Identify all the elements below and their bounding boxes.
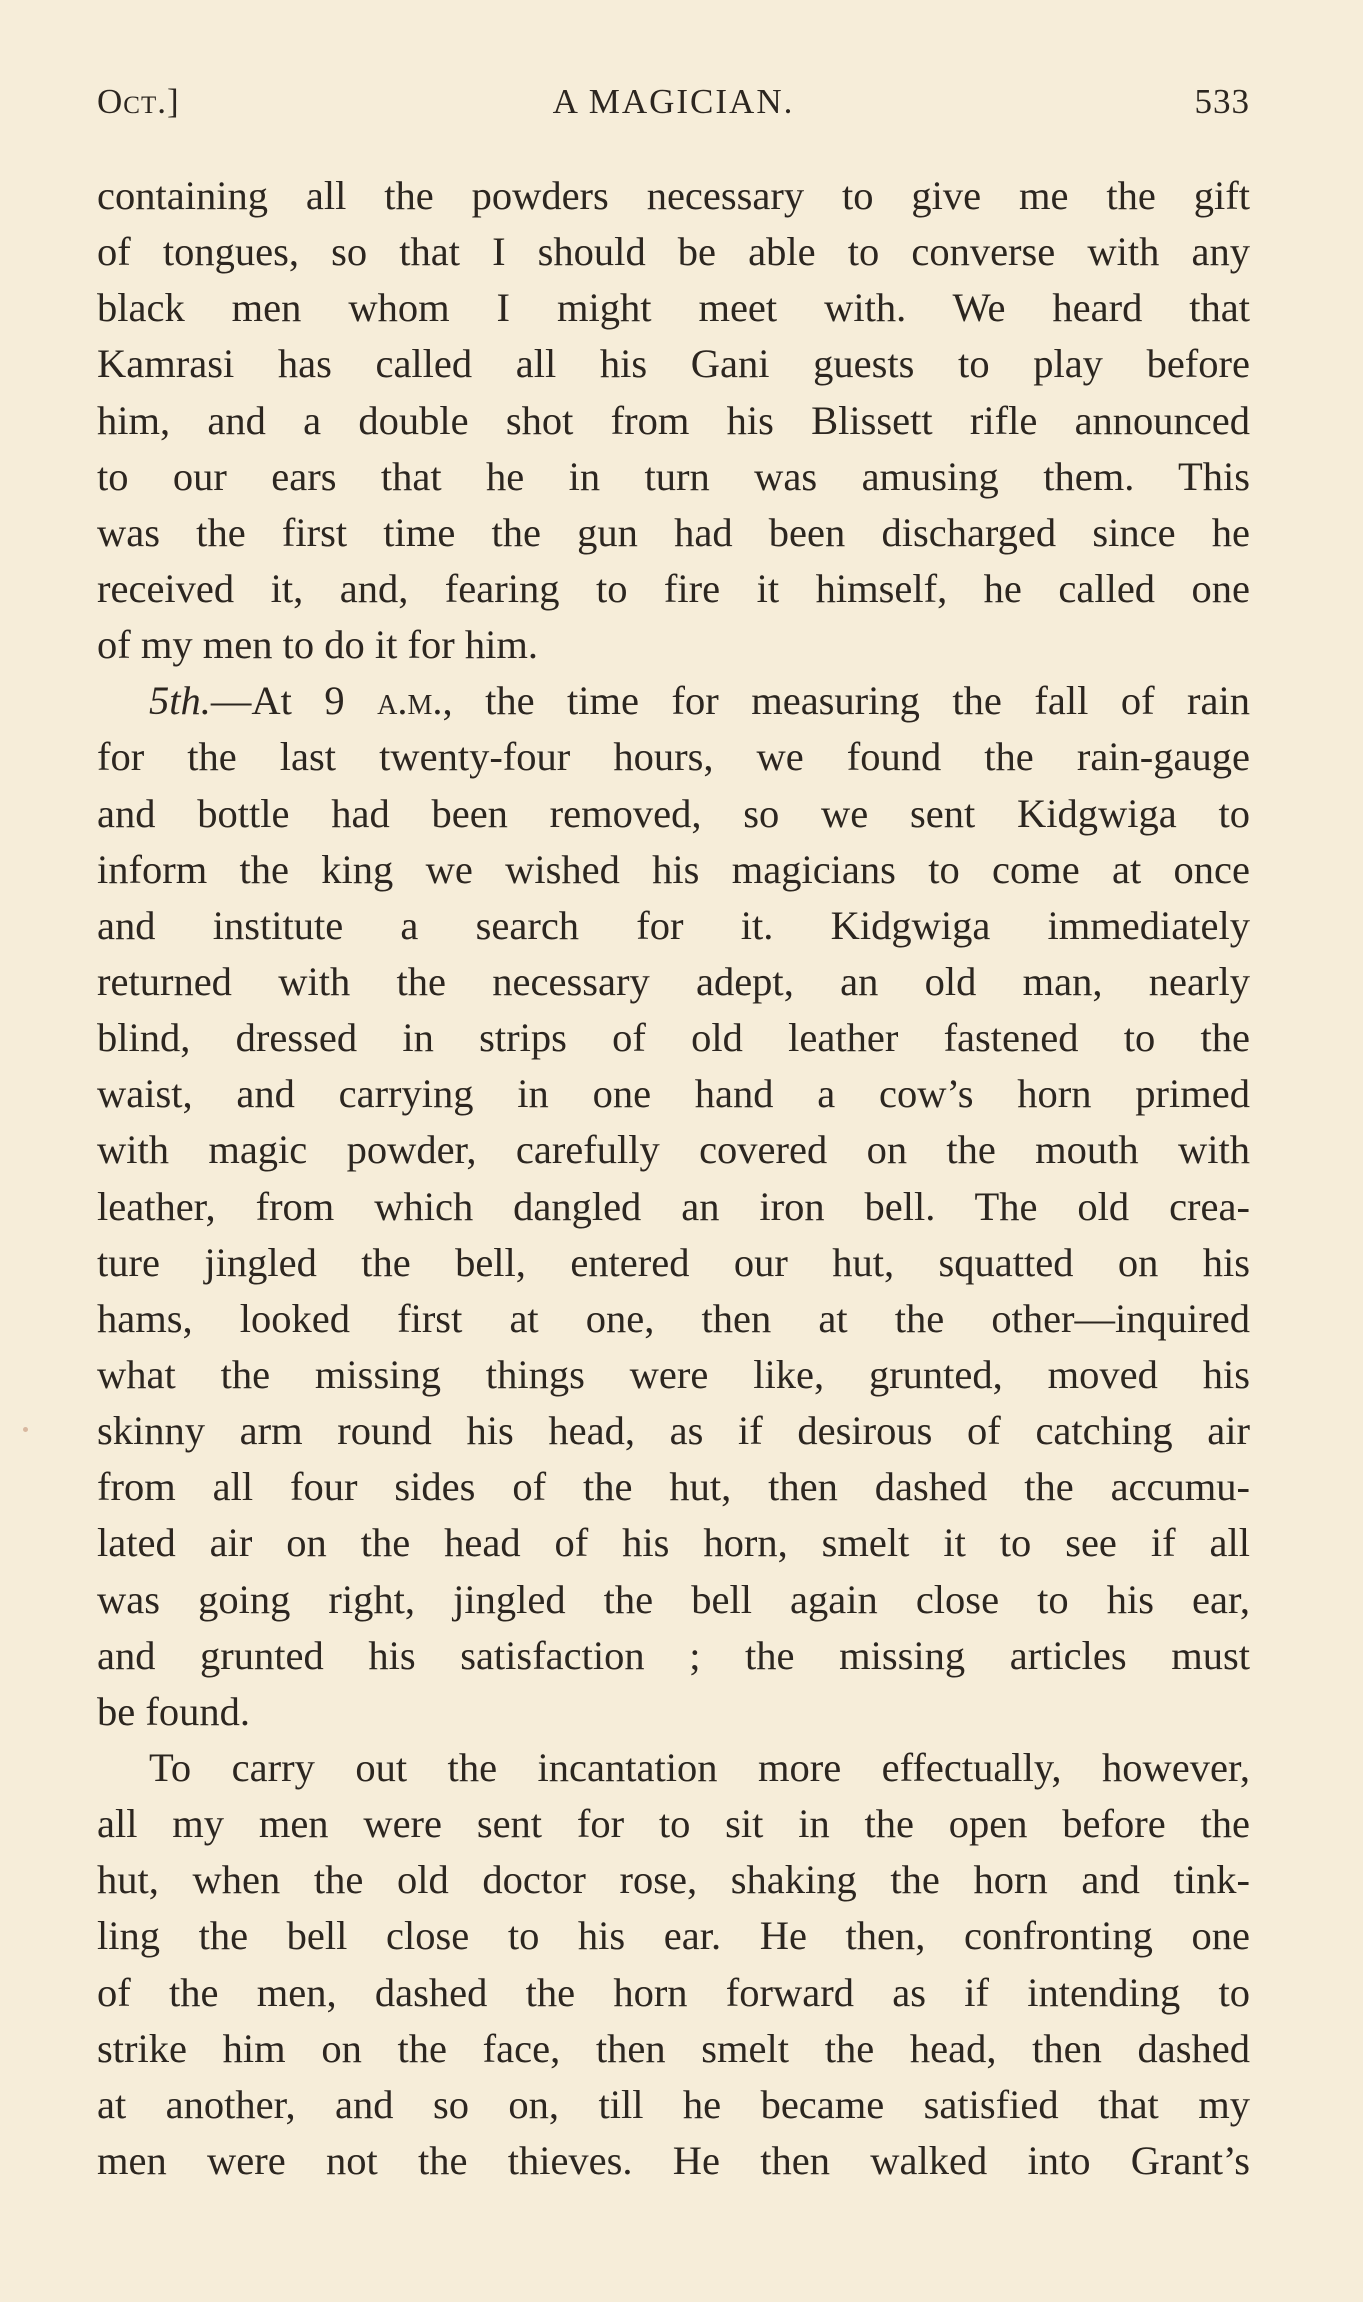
text-line: was the first time the gun had been discharged since he <box>97 509 1250 555</box>
text-line: and grunted his satisfaction ; the missing articles must <box>97 1632 1250 1678</box>
text-line: skinny arm round his head, as if desirous of catching air <box>97 1408 1250 1454</box>
text-line: for the last twenty-four hours, we found the rain-gauge <box>97 734 1250 780</box>
text-line: returned with the necessary adept, an old man, nearly <box>97 958 1250 1004</box>
text-line: of the men, dashed the horn forward as if intending to <box>97 1969 1250 2015</box>
text-line: received it, and, fearing to fire it himself, he called one <box>97 565 1250 611</box>
running-head <box>97 82 1250 132</box>
text-line: and institute a search for it. Kidgwiga immediately <box>97 902 1250 948</box>
text-line: black men whom I might meet with. We heard that <box>97 285 1250 331</box>
margin-mark <box>23 1427 28 1432</box>
text-line: him, and a double shot from his Blissett rifle announced <box>97 397 1250 443</box>
text-line: containing all the powders necessary to give me the gift <box>97 173 1250 218</box>
text-line: blind, dressed in strips of old leather fastened to the <box>97 1015 1250 1061</box>
text-line: all my men were sent for to sit in the open before the <box>97 1801 1250 1847</box>
text-line: waist, and carrying in one hand a cow’s horn primed <box>97 1071 1250 1117</box>
text-line: hams, looked first at one, then at the other—inquired <box>97 1295 1250 1341</box>
text-line: lated air on the head of his horn, smelt it to see if all <box>97 1520 1250 1566</box>
text-line: strike him on the face, then smelt the head, then dashed <box>97 2025 1250 2071</box>
entry-first-line <box>97 673 1250 729</box>
text-line: be found. <box>97 1688 250 1734</box>
entry-comma: , <box>442 678 486 724</box>
text-line: To carry out the incantation more effectually, however, <box>149 1744 1250 1790</box>
text-line: Kamrasi has called all his Gani guests to play before <box>97 341 1250 387</box>
header-month: Oct.] <box>97 82 180 121</box>
text-line: inform the king we wished his magicians to come at once <box>97 846 1250 892</box>
text-line: from all four sides of the hut, then dashed the accumu- <box>97 1464 1250 1510</box>
text-line: hut, when the old doctor rose, shaking the horn and tink- <box>97 1857 1250 1903</box>
entry-time: a.m. <box>377 678 443 724</box>
chapter-title: A MAGICIAN. <box>552 82 795 121</box>
text-line: ling the bell close to his ear. He then, confronting one <box>97 1913 1250 1959</box>
text-line: at another, and so on, till he became satisfied that my <box>97 2081 1250 2127</box>
text-line: to our ears that he in turn was amusing them. This <box>97 453 1250 499</box>
text-line: and bottle had been removed, so we sent Kidgwiga to <box>97 790 1250 836</box>
entry-date: 5th. <box>149 678 211 724</box>
text-line: of my men to do it for him. <box>97 622 538 668</box>
text-line: of tongues, so that I should be able to converse with any <box>97 229 1250 275</box>
text-line: was going right, jingled the bell again close to his ear, <box>97 1576 1250 1622</box>
text-line: with magic powder, carefully covered on the mouth with <box>97 1127 1250 1173</box>
text-line: leather, from which dangled an iron bell. The old crea- <box>97 1183 1250 1229</box>
text-line: ture jingled the bell, entered our hut, squatted on his <box>97 1239 1250 1285</box>
page-number: 533 <box>1194 82 1250 121</box>
body-text <box>97 168 1250 2189</box>
entry-text: the time for measuring the fall of rain <box>485 678 1250 724</box>
text-line: men were not the thieves. He then walked into Grant’s <box>97 2137 1250 2183</box>
entry-dash: —At 9 <box>210 678 378 724</box>
text-line: what the missing things were like, grunted, moved his <box>97 1351 1250 1397</box>
